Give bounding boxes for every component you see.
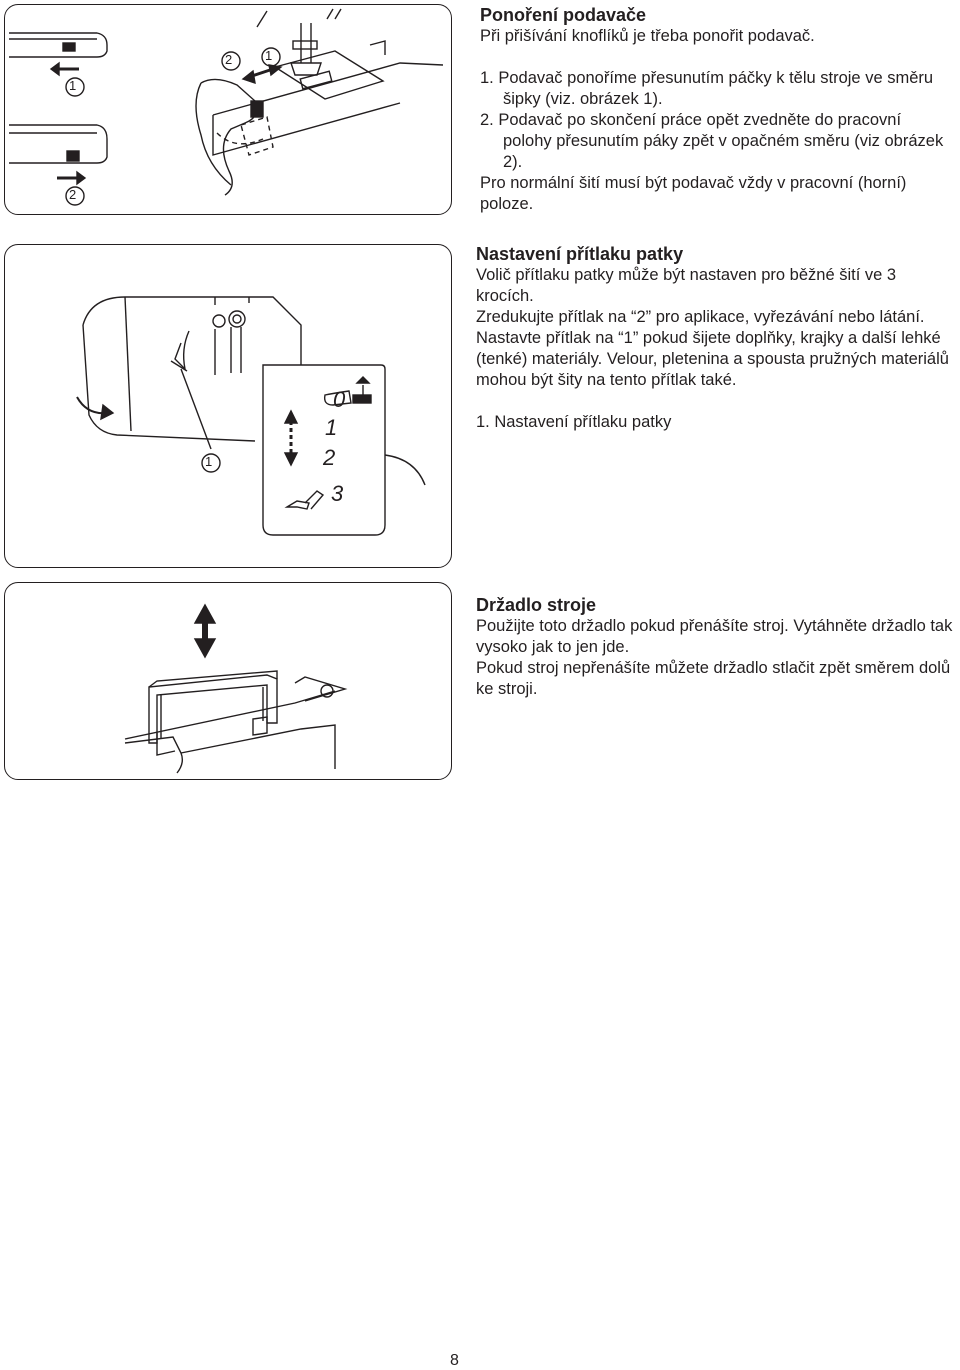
paragraph: Zredukujte přítlak na “2” pro aplikace, vyřezávání nebo látání. [476,308,925,326]
dial-number-1: 1 [325,415,338,440]
feed-dog-figure [4,4,452,215]
page-number: 8 [450,1352,459,1369]
section-feed-dog [480,4,950,215]
fig-marker-1: 1 [205,454,213,469]
paragraph: Při přišívání knoflíků je třeba ponořit podavač. [480,27,815,45]
fig-marker-2: 2 [225,52,233,67]
section-handle [476,594,954,700]
paragraph: Nastavte přítlak na “1” pokud šijete doplňky, krajky a další lehké (tenké) materiály. Velour, pletenina a spousta pružných materiálů mohou být šity na tento přítlak také. [476,329,949,389]
section-title: Ponoření podavače [480,5,647,25]
list-item: 1. Nastavení přítlaku patky [476,413,672,431]
paragraph: Pro normální šití musí být podavač vždy v pracovní (horní) poloze. [480,174,907,213]
list-item: 1. Podavač ponoříme přesunutím páčky k tělu stroje ve směru šipky (viz. obrázek 1). [480,69,934,108]
section-title: Držadlo stroje [476,595,597,615]
paragraph: Použijte toto držadlo pokud přenášíte stroj. Vytáhněte držadlo tak vysoko jak to jen jde. [476,617,953,656]
list-item: 2. Podavač po skončení práce opět zvedněte do pracovní polohy přesunutím páky zpět v opačném směru (viz obrázek 2). [480,111,944,171]
dial-number-3: 3 [331,481,344,506]
handle-figure [4,582,452,780]
dial-number-0: 0 [333,387,346,412]
fig-marker-1: 1 [265,48,273,63]
paragraph: Volič přítlaku patky může být nastaven pro běžné šití ve 3 krocích. [476,266,897,305]
dial-number-2: 2 [323,445,336,470]
fig-label-1: 1 [69,78,77,93]
presser-pressure-figure [4,244,452,568]
section-presser-pressure [476,243,954,433]
section-title: Nastavení přítlaku patky [476,244,684,264]
fig-label-2: 2 [69,187,77,202]
paragraph: Pokud stroj nepřenášíte můžete držadlo stlačit zpět směrem dolů ke stroji. [476,659,951,698]
